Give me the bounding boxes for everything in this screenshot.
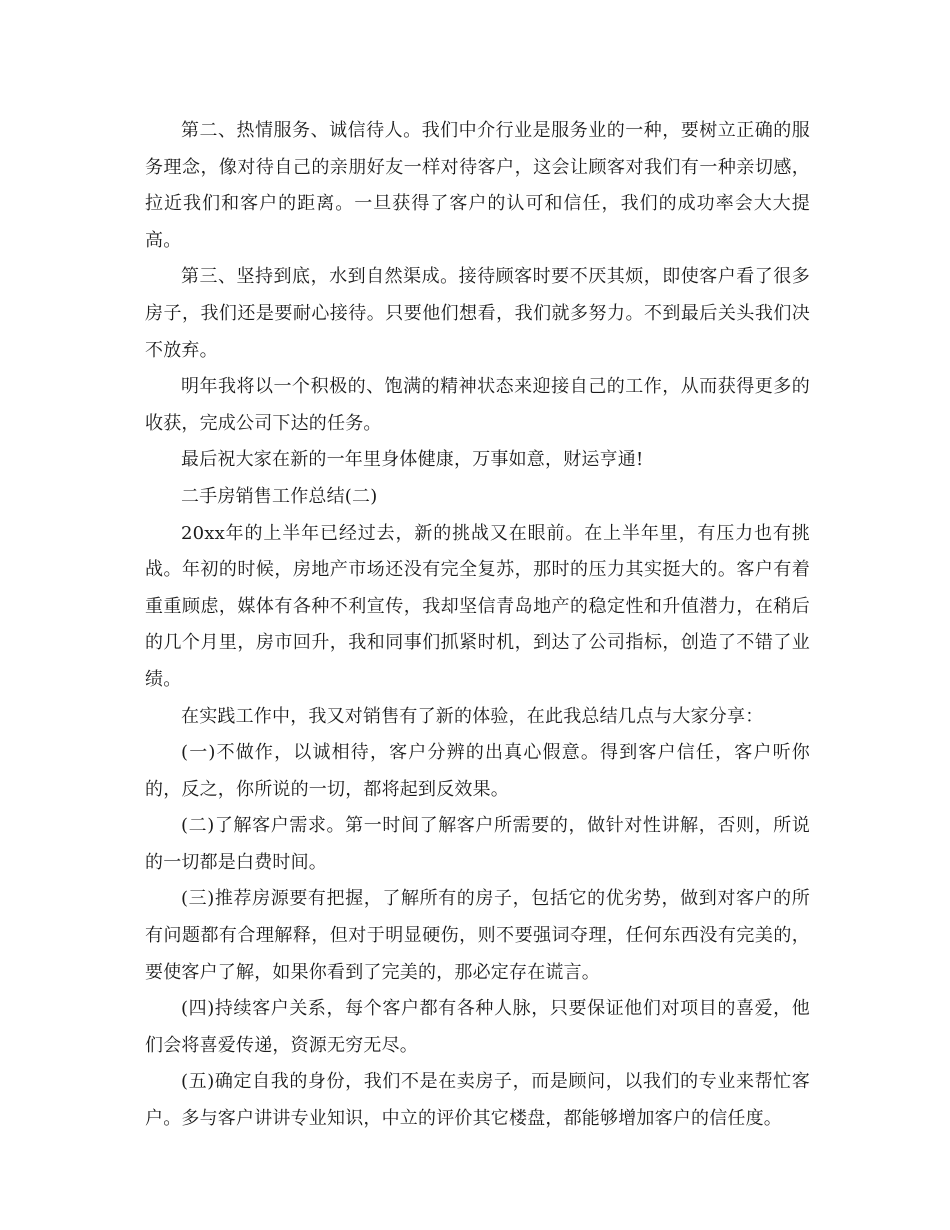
list-item-point-4: (四)持续客户关系，每个客户都有各种人脉，只要保证他们对项目的喜爱，他们会将喜爱传递，资源无穷无尽。 bbox=[145, 998, 810, 1056]
list-item-point-5: (五)确定自我的身份，我们不是在卖房子，而是顾问，以我们的专业来帮忙客户。多与客户讲讲专业知识，中立的评价其它楼盘，都能够增加客户的信任度。 bbox=[145, 1071, 810, 1130]
paragraph-service: 第二、热情服务、诚信待人。我们中介行业是服务业的一种，要树立正确的服务理念，像对待自己的亲朋好友一样对待客户，这会让顾客对我们有一种亲切感，拉近我们和客户的距离。一旦获得了客户的认可和信任，我们的成功率会大大提高。 bbox=[145, 120, 810, 251]
list-item-point-2: (二)了解客户需求。第一时间了解客户所需要的，做针对性讲解，否则，所说的一切都是白费时间。 bbox=[145, 815, 810, 873]
paragraph-persistence: 第三、坚持到底，水到自然渠成。接待顾客时要不厌其烦，即使客户看了很多房子，我们还是要耐心接待。只要他们想看，我们就多努力。不到最后关头我们决不放弃。 bbox=[145, 266, 810, 361]
paragraph-practice-intro: 在实践工作中，我又对销售有了新的体验，在此我总结几点与大家分享： bbox=[181, 705, 764, 727]
document-body bbox=[145, 113, 810, 1138]
paragraph-first-half: 20xx年的上半年已经过去，新的挑战又在眼前。在上半年里，有压力也有挑战。年初的时候，房地产市场还没有完全复苏，那时的压力其实挺大的。客户有着重重顾虑，媒体有各种不利宣传，我却坚信青岛地产的稳定性和升值潜力，在稍后的几个月里，房市回升，我和同事们抓紧时机，到达了公司指标，创造了不错了业绩。 bbox=[145, 522, 810, 690]
paragraph-next-year: 明年我将以一个积极的、饱满的精神状态来迎接自己的工作，从而获得更多的收获，完成公司下达的任务。 bbox=[145, 376, 810, 434]
paragraph-wishes: 最后祝大家在新的一年里身体健康，万事如意，财运亨通! bbox=[181, 449, 644, 471]
list-item-point-1: (一)不做作，以诚相待，客户分辨的出真心假意。得到客户信任，客户听你的，反之，你所说的一切，都将起到反效果。 bbox=[145, 742, 810, 800]
section-heading: 二手房销售工作总结(二) bbox=[181, 485, 378, 507]
list-item-point-3: (三)推荐房源要有把握，了解所有的房子，包括它的优劣势，做到对客户的所有问题都有合理解释，但对于明显硬伤，则不要强词夺理，任何东西没有完美的，要使客户了解，如果你看到了完美的，那必定存在谎言。 bbox=[145, 888, 810, 983]
